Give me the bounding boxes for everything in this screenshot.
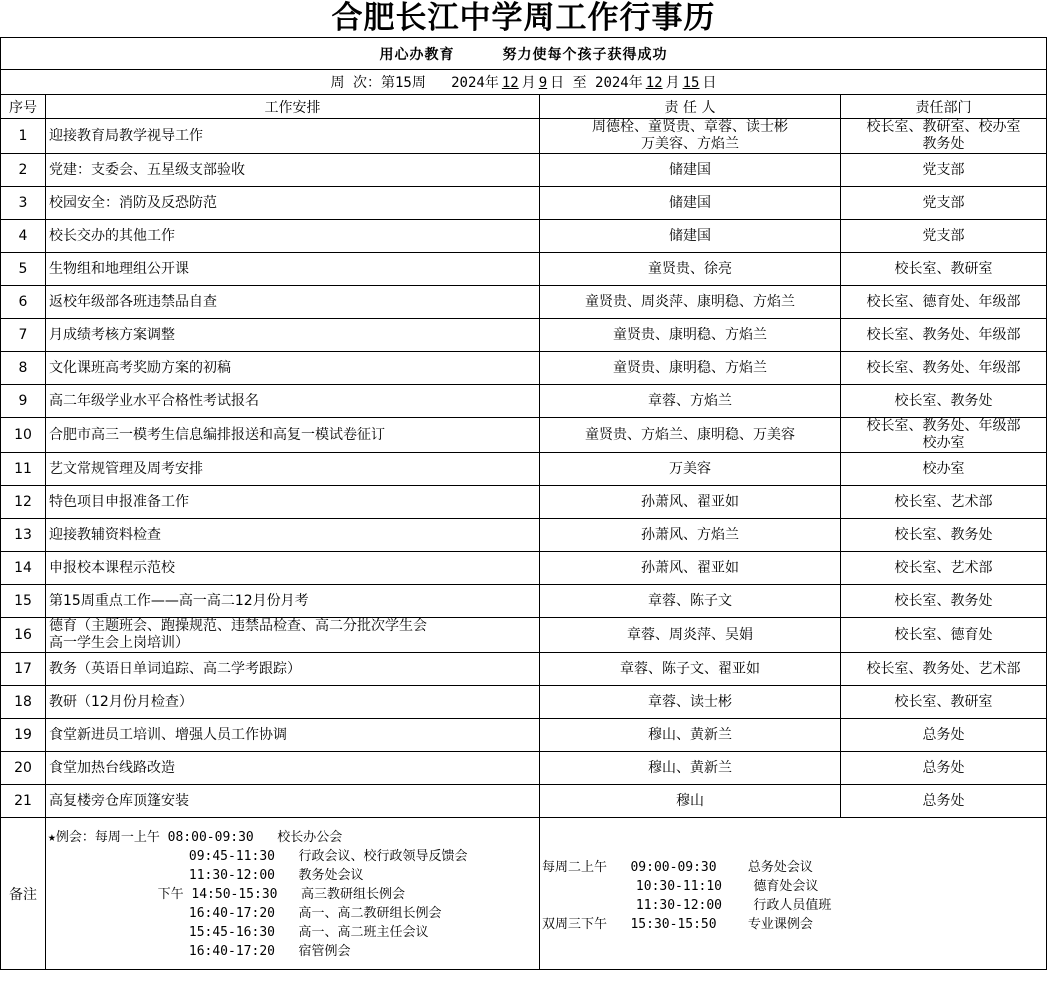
row-person: 穆山、黄新兰 (540, 752, 841, 785)
page-title: 合肥长江中学周工作行事历 (331, 0, 716, 36)
meeting-line: 11:30-12:00 教务处会议 (48, 868, 364, 883)
row-person: 孙萧风、方焰兰 (540, 519, 841, 552)
row-task: 艺文常规管理及周考安排 (46, 453, 540, 486)
header-no: 序号 (1, 95, 46, 119)
row-task: 教务（英语日单词追踪、高二学考跟踪） (46, 653, 540, 686)
row-task: 月成绩考核方案调整 (46, 319, 540, 352)
table-row (1, 618, 1047, 653)
row-number: 20 (1, 752, 46, 785)
table-row (1, 519, 1047, 552)
row-person: 章蓉、周炎萍、吴娟 (540, 618, 841, 653)
table-row (1, 418, 1047, 453)
row-dept: 校长室、教务处 (841, 585, 1047, 618)
notes-left (46, 818, 540, 970)
row-number: 11 (1, 453, 46, 486)
row-dept: 校长室、艺术部 (841, 486, 1047, 519)
row-task: 食堂加热台线路改造 (46, 752, 540, 785)
row-dept: 校长室、教务处 (841, 519, 1047, 552)
month-label: 月 (521, 75, 536, 91)
notes-right (540, 818, 1047, 970)
row-task: 第15周重点工作——高一高二12月份月考 (46, 585, 540, 618)
meeting-line: 16:40-17:20 宿管例会 (48, 944, 351, 959)
meeting-line: ★例会：每周一上午 08:00-09:30 校长办公会 (48, 830, 343, 845)
row-task: 特色项目申报准备工作 (46, 486, 540, 519)
row-task: 德育（主题班会、跑操规范、违禁品检查、高二分批次学生会 高一学生会上岗培训） (46, 618, 540, 653)
row-person: 章蓉、读士彬 (540, 686, 841, 719)
slogan-banner (1, 38, 1047, 70)
table-row (1, 453, 1047, 486)
meeting-line: 每周二上午 09:00-09:30 总务处会议 (542, 860, 813, 875)
row-number: 5 (1, 253, 46, 286)
header-dept: 责任部门 (841, 95, 1047, 119)
row-person: 章蓉、方焰兰 (540, 385, 841, 418)
row-dept: 校长室、教务处、年级部 校办室 (841, 418, 1047, 453)
schedule-table (0, 37, 1047, 970)
row-number: 19 (1, 719, 46, 752)
meeting-line: 下午 14:50-15:30 高三教研组长例会 (48, 887, 405, 902)
row-task: 校园安全：消防及反恐防范 (46, 187, 540, 220)
row-task: 返校年级部各班违禁品自查 (46, 286, 540, 319)
row-number: 21 (1, 785, 46, 818)
meeting-line: 11:30-12:00 行政人员值班 (542, 898, 832, 913)
row-person: 孙萧风、翟亚如 (540, 486, 841, 519)
row-task: 文化课班高考奖励方案的初稿 (46, 352, 540, 385)
start-year: 2024年 (451, 75, 499, 91)
row-task: 食堂新进员工培训、增强人员工作协调 (46, 719, 540, 752)
table-row (1, 752, 1047, 785)
row-task: 生物组和地理组公开课 (46, 253, 540, 286)
table-header (1, 95, 1047, 119)
row-number: 2 (1, 154, 46, 187)
table-row (1, 585, 1047, 618)
row-number: 15 (1, 585, 46, 618)
row-number: 13 (1, 519, 46, 552)
row-dept: 校长室、教务处、年级部 (841, 319, 1047, 352)
slogan-right: 努力使每个孩子获得成功 (502, 46, 668, 63)
start-month: 12 (501, 75, 519, 91)
row-dept: 党支部 (841, 220, 1047, 253)
start-day: 9 (538, 75, 548, 91)
header-person: 责 任 人 (540, 95, 841, 119)
header-task: 工作安排 (46, 95, 540, 119)
table-row (1, 253, 1047, 286)
meeting-line: 16:40-17:20 高一、高二教研组长例会 (48, 906, 442, 921)
row-number: 14 (1, 552, 46, 585)
row-dept: 校长室、艺术部 (841, 552, 1047, 585)
row-person: 储建国 (540, 220, 841, 253)
row-dept: 党支部 (841, 187, 1047, 220)
row-dept: 校长室、教研室 (841, 686, 1047, 719)
table-row (1, 154, 1047, 187)
row-dept: 党支部 (841, 154, 1047, 187)
row-dept: 总务处 (841, 785, 1047, 818)
notes-row (1, 818, 1047, 970)
meeting-line: 双周三下午 15:30-15:50 专业课例会 (542, 917, 813, 932)
row-dept: 总务处 (841, 752, 1047, 785)
row-number: 1 (1, 119, 46, 154)
table-row (1, 552, 1047, 585)
row-number: 8 (1, 352, 46, 385)
row-task: 申报校本课程示范校 (46, 552, 540, 585)
row-person: 童贤贵、康明稳、方焰兰 (540, 319, 841, 352)
row-number: 18 (1, 686, 46, 719)
row-number: 3 (1, 187, 46, 220)
row-dept: 校长室、教务处、艺术部 (841, 653, 1047, 686)
row-number: 17 (1, 653, 46, 686)
row-dept: 校办室 (841, 453, 1047, 486)
day-label: 日 (702, 75, 717, 91)
row-number: 10 (1, 418, 46, 453)
to-label: 至 (572, 75, 587, 91)
table-row (1, 785, 1047, 818)
end-day: 15 (682, 75, 700, 91)
table-row (1, 319, 1047, 352)
week-range (1, 70, 1047, 95)
row-person: 穆山 (540, 785, 841, 818)
table-row (1, 286, 1047, 319)
row-person: 储建国 (540, 154, 841, 187)
row-dept: 校长室、教研室、校办室 教务处 (841, 119, 1047, 154)
row-task: 迎接教辅资料检查 (46, 519, 540, 552)
table-row (1, 486, 1047, 519)
meeting-line: 15:45-16:30 高一、高二班主任会议 (48, 925, 429, 940)
meeting-line: 10:30-11:10 德育处会议 (542, 879, 819, 894)
row-person: 孙萧风、翟亚如 (540, 552, 841, 585)
row-person: 储建国 (540, 187, 841, 220)
end-year: 2024年 (595, 75, 643, 91)
table-row (1, 653, 1047, 686)
table-row (1, 686, 1047, 719)
row-task: 合肥市高三一模考生信息编排报送和高复一模试卷征订 (46, 418, 540, 453)
table-row (1, 719, 1047, 752)
row-person: 童贤贵、徐亮 (540, 253, 841, 286)
row-number: 16 (1, 618, 46, 653)
row-task: 教研（12月份月检查） (46, 686, 540, 719)
table-row (1, 187, 1047, 220)
row-task: 党建：支委会、五星级支部验收 (46, 154, 540, 187)
month-label: 月 (665, 75, 680, 91)
row-person: 童贤贵、方焰兰、康明稳、万美容 (540, 418, 841, 453)
row-dept: 校长室、德育处 (841, 618, 1047, 653)
row-task: 高二年级学业水平合格性考试报名 (46, 385, 540, 418)
row-number: 9 (1, 385, 46, 418)
table-row (1, 352, 1047, 385)
notes-label: 备注 (1, 818, 46, 970)
row-dept: 校长室、教务处 (841, 385, 1047, 418)
row-dept: 校长室、德育处、年级部 (841, 286, 1047, 319)
row-task: 高复楼旁仓库顶篷安装 (46, 785, 540, 818)
row-dept: 总务处 (841, 719, 1047, 752)
row-person: 章蓉、陈子文 (540, 585, 841, 618)
row-person: 穆山、黄新兰 (540, 719, 841, 752)
row-task: 校长交办的其他工作 (46, 220, 540, 253)
row-person: 万美容 (540, 453, 841, 486)
row-dept: 校长室、教研室 (841, 253, 1047, 286)
row-task: 迎接教育局教学视导工作 (46, 119, 540, 154)
end-month: 12 (645, 75, 663, 91)
row-number: 6 (1, 286, 46, 319)
meeting-line: 09:45-11:30 行政会议、校行政领导反馈会 (48, 849, 468, 864)
slogan-left: 用心办教育 (379, 46, 455, 63)
table-row (1, 119, 1047, 154)
row-dept: 校长室、教务处、年级部 (841, 352, 1047, 385)
row-number: 4 (1, 220, 46, 253)
table-row (1, 220, 1047, 253)
day-label: 日 (550, 75, 565, 91)
week-number: 周 次：第15周 (330, 75, 426, 91)
row-person: 章蓉、陈子文、翟亚如 (540, 653, 841, 686)
row-person: 童贤贵、周炎萍、康明稳、方焰兰 (540, 286, 841, 319)
row-number: 12 (1, 486, 46, 519)
row-person: 童贤贵、康明稳、方焰兰 (540, 352, 841, 385)
row-number: 7 (1, 319, 46, 352)
table-row (1, 385, 1047, 418)
row-person: 周德栓、童贤贵、章蓉、读士彬 万美容、方焰兰 (540, 119, 841, 154)
